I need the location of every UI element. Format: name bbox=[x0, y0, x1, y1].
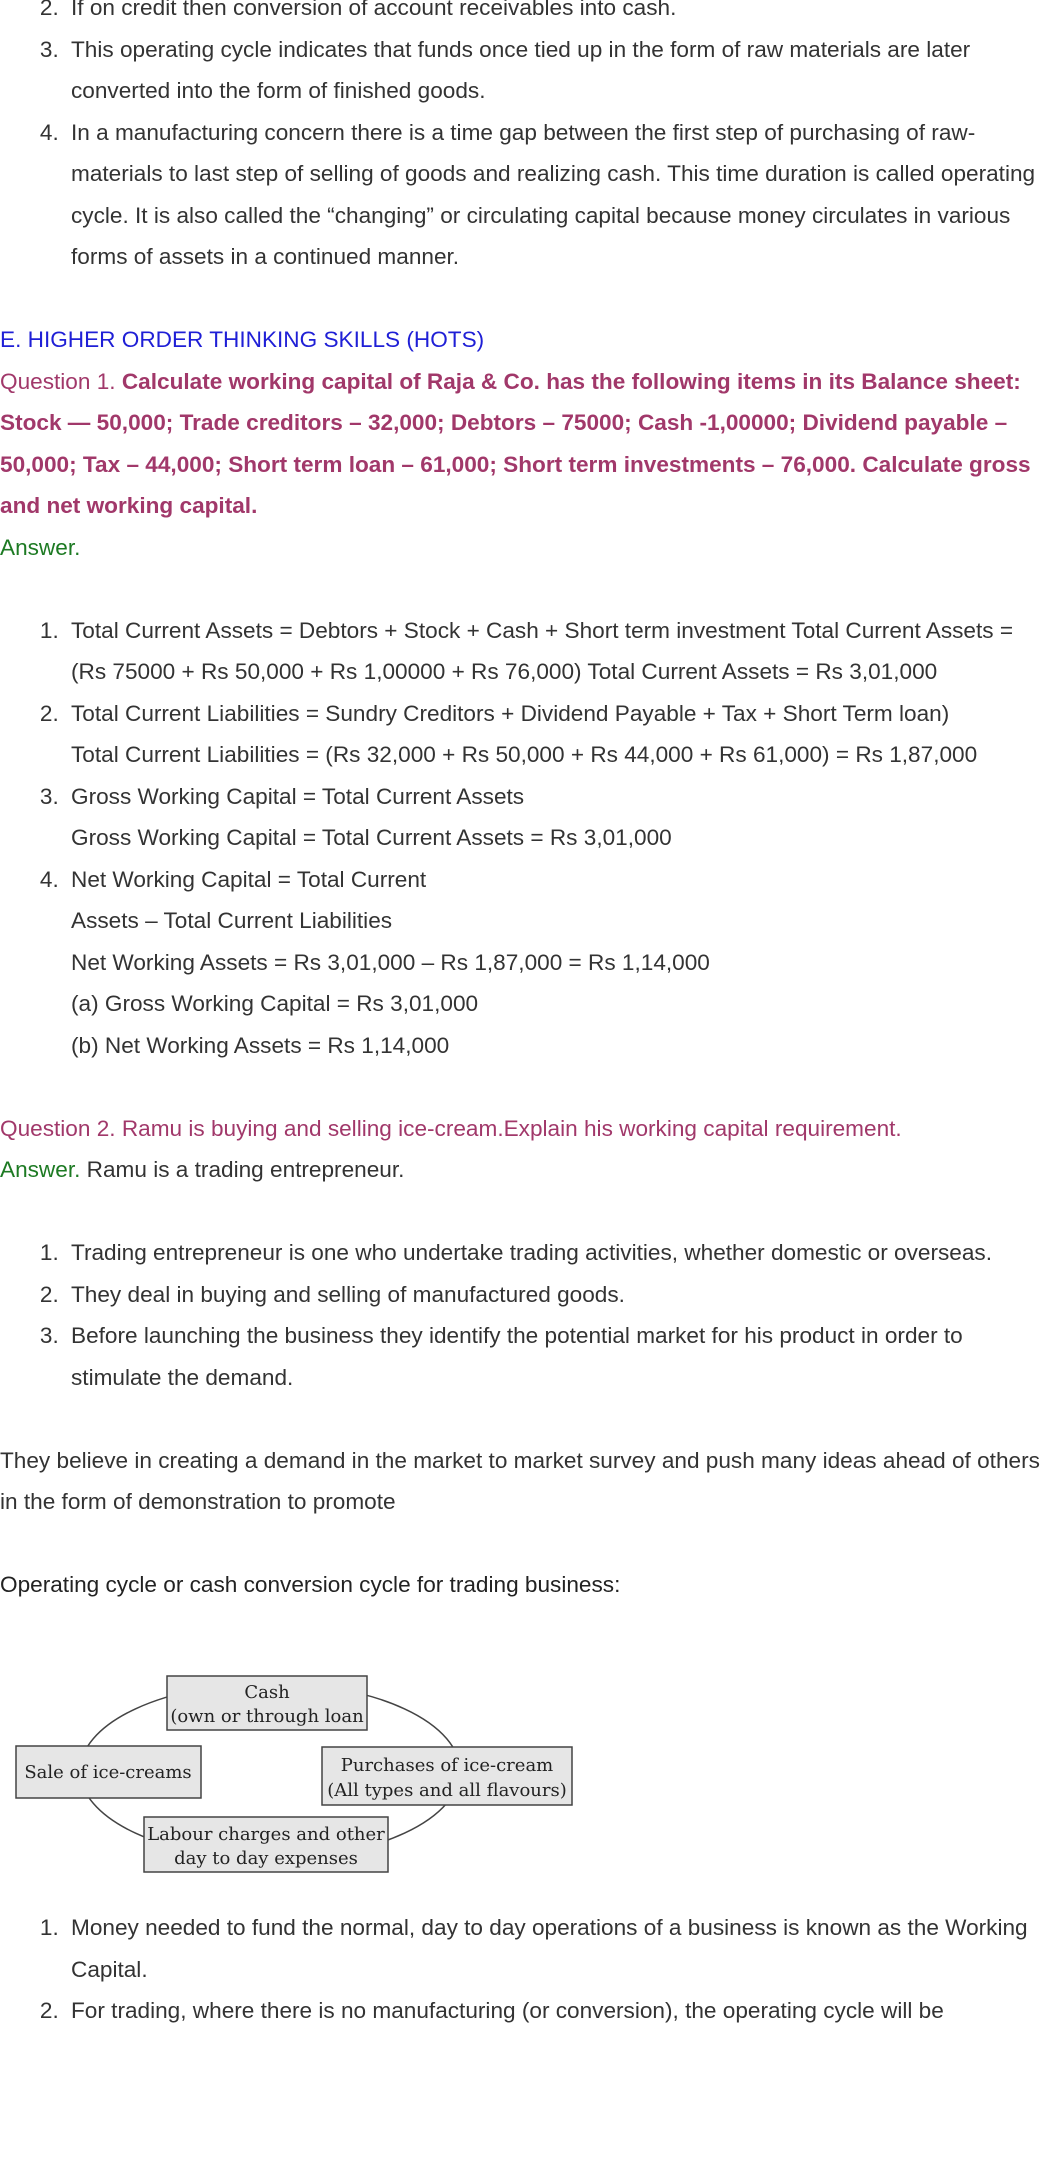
section-heading: E. HIGHER ORDER THINKING SKILLS (HOTS) bbox=[0, 327, 485, 352]
list-item: 4. In a manufacturing concern there is a time gap between the first step of purchasing of raw-materials to last step of selling of goods and realizing cash. This time duration is called operating cycle. It is also called the “changing” or circulating capital because money circulates in various forms of assets in a continued manner. bbox=[65, 112, 1048, 278]
answer-1-list bbox=[0, 610, 1048, 1067]
question-1 bbox=[0, 361, 1048, 527]
cycle-heading: Operating cycle or cash conversion cycle for trading business: bbox=[0, 1572, 621, 1597]
question-text: Calculate working capital of Raja & Co. has the following items in its Balance sheet: Stock — 50,000; Trade creditors – 32,000; Debtors – 75000; Cash -1,00000; Dividend payable – 50,000; Tax – 44,000; Short term loan – 61,000; Short term investments – 76,000. Calculate gross and net working capital. bbox=[0, 368, 1031, 518]
bottom-list bbox=[0, 1907, 1048, 2032]
question-label: Question 2. bbox=[0, 1115, 116, 1141]
question-text: Ramu is buying and selling ice-cream.Explain his working capital requirement. bbox=[121, 1115, 902, 1141]
list-item-line: Total Current Assets = Debtors + Stock + Cash + Short term investment Total Current Assets = (Rs 75000 + Rs 50,000 + Rs 1,00000 + Rs 76,000) Total Current Assets = Rs 3,01,000 bbox=[71, 617, 1014, 684]
paragraph: They believe in creating a demand in the market to market survey and push many ideas ahead of others in the form of demonstration to promote bbox=[0, 1447, 1040, 1514]
diagram-svg bbox=[0, 1646, 600, 1876]
purchase-sublabel: (All types and all flavours) bbox=[327, 1779, 567, 1801]
answer-2-list bbox=[0, 1232, 1048, 1398]
question-label: Question 1. bbox=[0, 368, 116, 394]
list-item-line: Net Working Capital = Total Current bbox=[71, 866, 427, 892]
question-2 bbox=[0, 1108, 1048, 1150]
list-item-line: (a) Gross Working Capital = Rs 3,01,000 bbox=[71, 991, 479, 1016]
labour-sublabel: day to day expenses bbox=[174, 1847, 358, 1869]
list-item: 1. Money needed to fund the normal, day to day operations of a business is known as the Working Capital. bbox=[65, 1907, 1048, 1990]
list-item: 1. Trading entrepreneur is one who undertake trading activities, whether domestic or overseas. bbox=[65, 1232, 1048, 1274]
list-item-line: Assets – Total Current Liabilities bbox=[71, 908, 393, 933]
answer-label: Answer. bbox=[0, 1157, 81, 1182]
answer-text: Ramu is a trading entrepreneur. bbox=[86, 1157, 405, 1182]
list-item-line: Total Current Liabilities = (Rs 32,000 + Rs 50,000 + Rs 44,000 + Rs 61,000) = Rs 1,87,000 bbox=[71, 742, 978, 767]
cash-label: Cash bbox=[244, 1681, 290, 1703]
answer-2 bbox=[0, 1149, 1048, 1191]
purchase-label: Purchases of ice-cream bbox=[340, 1754, 554, 1776]
list-item bbox=[65, 776, 1048, 859]
list-item-line: Gross Working Capital = Total Current Assets = Rs 3,01,000 bbox=[71, 825, 672, 850]
list-item: 2. For trading, where there is no manufacturing (or conversion), the operating cycle will be bbox=[65, 1990, 1048, 2032]
operating-cycle-list bbox=[0, 0, 1048, 278]
operating-cycle-diagram bbox=[0, 1626, 1048, 1869]
list-item: 3. Before launching the business they identify the potential market for his product in order to stimulate the demand. bbox=[65, 1315, 1048, 1398]
list-item: 2. They deal in buying and selling of manufactured goods. bbox=[65, 1274, 1048, 1316]
list-item bbox=[65, 693, 1048, 776]
list-item: 3. This operating cycle indicates that funds once tied up in the form of raw materials are later converted into the form of finished goods. bbox=[65, 29, 1048, 112]
sale-label: Sale of ice-creams bbox=[24, 1761, 192, 1783]
list-item: 2. If on credit then conversion of account receivables into cash. bbox=[65, 0, 1048, 29]
list-item bbox=[65, 610, 1048, 693]
answer-label: Answer. bbox=[0, 534, 81, 560]
list-item-line: (b) Net Working Assets = Rs 1,14,000 bbox=[71, 1032, 450, 1058]
list-item bbox=[65, 859, 1048, 1067]
labour-label: Labour charges and other bbox=[147, 1823, 385, 1845]
list-item-line: Total Current Liabilities = Sundry Creditors + Dividend Payable + Tax + Short Term loan) bbox=[71, 700, 950, 726]
cash-sublabel: (own or through loan bbox=[170, 1705, 364, 1727]
list-item-line: Gross Working Capital = Total Current Assets bbox=[71, 783, 525, 809]
list-item-line: Net Working Assets = Rs 3,01,000 – Rs 1,87,000 = Rs 1,14,000 bbox=[71, 949, 710, 975]
